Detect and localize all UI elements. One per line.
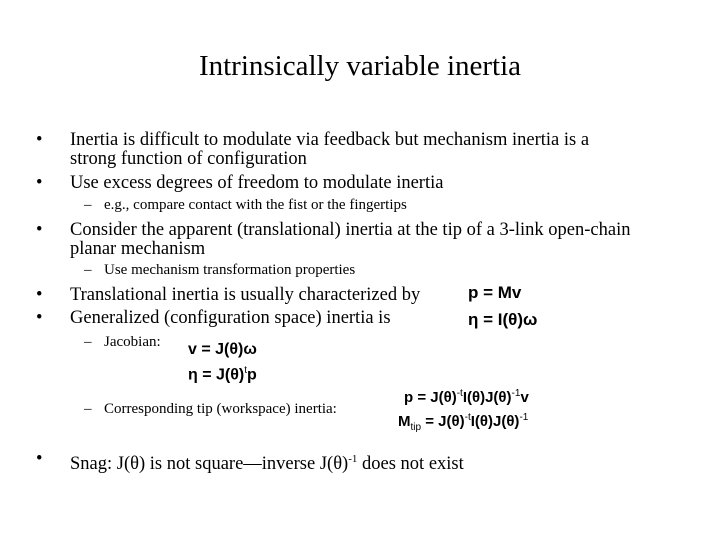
slide-title: Intrinsically variable inertia	[198, 50, 522, 82]
bullet-marker: •	[36, 130, 43, 150]
bullet-1-line-2: strong function of configuration	[70, 149, 307, 169]
equation-jacobian-velocity: v = J(θ)ω	[188, 341, 257, 358]
bullet-6: Snag: J(θ) is not square—inverse $J(\theta)^{-1}$ does not exist	[70, 453, 464, 475]
equation-generalized-momentum: η = I(θ)ω	[468, 310, 538, 329]
dash-marker: –	[84, 401, 92, 417]
bullet-3-sub: Use mechanism transformation properties	[104, 262, 356, 278]
bullet-5-sub-tip-inertia: Corresponding tip (workspace) inertia:	[104, 401, 337, 417]
bullet-3-line-2: planar mechanism	[70, 239, 206, 259]
equation-jacobian-transpose: $\eta = J(\theta)^tp$	[188, 365, 257, 384]
bullet-2: Use excess degrees of freedom to modulate inertia	[70, 173, 444, 193]
equation-momentum: p = Mv	[468, 283, 522, 302]
bullet-marker: •	[36, 220, 43, 240]
equation-tip-momentum: $p = J(\theta)^{-t}I(\theta)J(\theta)^{-1}v$	[404, 388, 529, 406]
bullet-5-sub-jacobian: Jacobian:	[104, 334, 161, 350]
bullet-1-line-1: Inertia is difficult to modulate via feedback but mechanism inertia is a	[70, 130, 590, 150]
bullet-2-sub: e.g., compare contact with the fist or the fingertips	[104, 197, 407, 213]
bullet-3-line-1: Consider the apparent (translational) inertia at the tip of a 3-link open-chain	[70, 220, 631, 240]
bullet-marker: •	[36, 449, 43, 469]
equation-tip-inertia: $M_{tip} = J(\theta)^{-t}I(\theta)J(\theta)^{-1}$	[398, 412, 529, 433]
dash-marker: –	[84, 197, 92, 213]
bullet-4: Translational inertia is usually characterized by	[70, 285, 421, 305]
bullet-marker: •	[36, 285, 43, 305]
bullet-marker: •	[36, 308, 43, 328]
dash-marker: –	[84, 334, 92, 350]
dash-marker: –	[84, 262, 92, 278]
bullet-5: Generalized (configuration space) inertia is	[70, 308, 391, 328]
bullet-marker: •	[36, 173, 43, 193]
